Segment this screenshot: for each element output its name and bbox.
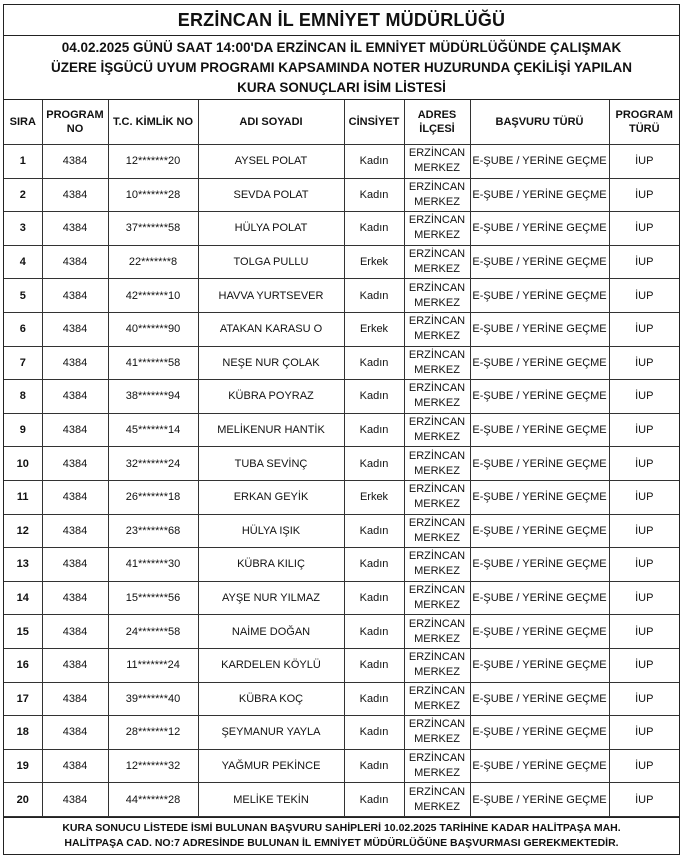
col-header-name: ADI SOYADI bbox=[198, 100, 344, 145]
cell-application: E-ŞUBE / YERİNE GEÇME bbox=[470, 212, 609, 246]
table-row bbox=[4, 548, 679, 582]
cell-application: E-ŞUBE / YERİNE GEÇME bbox=[470, 380, 609, 414]
cell-program-type: İUP bbox=[609, 514, 679, 548]
cell-tc: 12*******20 bbox=[108, 145, 198, 179]
cell-name: ATAKAN KARASU O bbox=[198, 312, 344, 346]
cell-address: ERZİNCAN MERKEZ bbox=[404, 413, 470, 447]
cell-program-no: 4384 bbox=[42, 682, 108, 716]
cell-program-no: 4384 bbox=[42, 245, 108, 279]
cell-sira: 1 bbox=[4, 145, 42, 179]
cell-sira: 7 bbox=[4, 346, 42, 380]
cell-tc: 24*******58 bbox=[108, 615, 198, 649]
footer-line: HALİTPAŞA CAD. NO:7 ADRESİNDE BULUNAN İL EMNİYET MÜDÜRLÜĞÜNE BAŞVURMASI GEREKMEKTEDİR. bbox=[64, 836, 619, 849]
cell-gender: Kadın bbox=[344, 783, 404, 817]
table-row bbox=[4, 615, 679, 649]
cell-application: E-ŞUBE / YERİNE GEÇME bbox=[470, 480, 609, 514]
cell-tc: 40*******90 bbox=[108, 312, 198, 346]
cell-sira: 18 bbox=[4, 716, 42, 750]
cell-program-type: İUP bbox=[609, 447, 679, 481]
cell-address: ERZİNCAN MERKEZ bbox=[404, 145, 470, 179]
cell-name: TOLGA PULLU bbox=[198, 245, 344, 279]
col-header-tc: T.C. KİMLİK NO bbox=[108, 100, 198, 145]
cell-gender: Erkek bbox=[344, 480, 404, 514]
cell-gender: Kadın bbox=[344, 212, 404, 246]
col-header-program-no: PROGRAM NO bbox=[42, 100, 108, 145]
cell-program-no: 4384 bbox=[42, 514, 108, 548]
cell-program-type: İUP bbox=[609, 581, 679, 615]
cell-program-type: İUP bbox=[609, 413, 679, 447]
cell-gender: Kadın bbox=[344, 514, 404, 548]
cell-address: ERZİNCAN MERKEZ bbox=[404, 380, 470, 414]
cell-gender: Kadın bbox=[344, 581, 404, 615]
cell-gender: Kadın bbox=[344, 447, 404, 481]
table-row bbox=[4, 716, 679, 750]
cell-program-no: 4384 bbox=[42, 648, 108, 682]
table-row bbox=[4, 413, 679, 447]
table-header-row bbox=[4, 100, 679, 145]
cell-gender: Kadın bbox=[344, 749, 404, 783]
cell-name: KARDELEN KÖYLÜ bbox=[198, 648, 344, 682]
cell-gender: Kadın bbox=[344, 615, 404, 649]
cell-program-type: İUP bbox=[609, 615, 679, 649]
cell-program-no: 4384 bbox=[42, 581, 108, 615]
cell-sira: 8 bbox=[4, 380, 42, 414]
cell-gender: Kadın bbox=[344, 413, 404, 447]
cell-name: TUBA SEVİNÇ bbox=[198, 447, 344, 481]
cell-gender: Erkek bbox=[344, 245, 404, 279]
cell-sira: 19 bbox=[4, 749, 42, 783]
cell-gender: Erkek bbox=[344, 312, 404, 346]
cell-gender: Kadın bbox=[344, 682, 404, 716]
results-table bbox=[4, 100, 679, 817]
cell-program-type: İUP bbox=[609, 648, 679, 682]
footer-note bbox=[4, 817, 679, 854]
cell-name: HAVVA YURTSEVER bbox=[198, 279, 344, 313]
cell-sira: 17 bbox=[4, 682, 42, 716]
cell-name: KÜBRA KILIÇ bbox=[198, 548, 344, 582]
cell-tc: 32*******24 bbox=[108, 447, 198, 481]
cell-address: ERZİNCAN MERKEZ bbox=[404, 312, 470, 346]
cell-address: ERZİNCAN MERKEZ bbox=[404, 212, 470, 246]
cell-gender: Kadın bbox=[344, 279, 404, 313]
cell-program-type: İUP bbox=[609, 783, 679, 817]
cell-sira: 20 bbox=[4, 783, 42, 817]
cell-name: AYŞE NUR YILMAZ bbox=[198, 581, 344, 615]
cell-sira: 6 bbox=[4, 312, 42, 346]
cell-sira: 16 bbox=[4, 648, 42, 682]
cell-gender: Kadın bbox=[344, 346, 404, 380]
cell-address: ERZİNCAN MERKEZ bbox=[404, 447, 470, 481]
cell-program-no: 4384 bbox=[42, 749, 108, 783]
cell-application: E-ŞUBE / YERİNE GEÇME bbox=[470, 615, 609, 649]
table-row bbox=[4, 749, 679, 783]
cell-gender: Kadın bbox=[344, 716, 404, 750]
cell-gender: Kadın bbox=[344, 145, 404, 179]
table-row bbox=[4, 178, 679, 212]
cell-sira: 15 bbox=[4, 615, 42, 649]
table-row bbox=[4, 581, 679, 615]
cell-program-no: 4384 bbox=[42, 145, 108, 179]
cell-program-no: 4384 bbox=[42, 548, 108, 582]
cell-program-type: İUP bbox=[609, 245, 679, 279]
cell-application: E-ŞUBE / YERİNE GEÇME bbox=[470, 783, 609, 817]
cell-sira: 11 bbox=[4, 480, 42, 514]
cell-name: HÜLYA POLAT bbox=[198, 212, 344, 246]
cell-application: E-ŞUBE / YERİNE GEÇME bbox=[470, 413, 609, 447]
cell-address: ERZİNCAN MERKEZ bbox=[404, 783, 470, 817]
cell-tc: 11*******24 bbox=[108, 648, 198, 682]
cell-gender: Kadın bbox=[344, 178, 404, 212]
cell-program-no: 4384 bbox=[42, 380, 108, 414]
cell-address: ERZİNCAN MERKEZ bbox=[404, 615, 470, 649]
cell-name: KÜBRA POYRAZ bbox=[198, 380, 344, 414]
table-row bbox=[4, 380, 679, 414]
cell-program-no: 4384 bbox=[42, 279, 108, 313]
cell-name: SEVDA POLAT bbox=[198, 178, 344, 212]
cell-application: E-ŞUBE / YERİNE GEÇME bbox=[470, 178, 609, 212]
cell-application: E-ŞUBE / YERİNE GEÇME bbox=[470, 581, 609, 615]
cell-application: E-ŞUBE / YERİNE GEÇME bbox=[470, 648, 609, 682]
cell-program-type: İUP bbox=[609, 380, 679, 414]
cell-application: E-ŞUBE / YERİNE GEÇME bbox=[470, 548, 609, 582]
cell-tc: 28*******12 bbox=[108, 716, 198, 750]
table-row bbox=[4, 145, 679, 179]
cell-name: HÜLYA IŞIK bbox=[198, 514, 344, 548]
cell-program-type: İUP bbox=[609, 145, 679, 179]
cell-sira: 12 bbox=[4, 514, 42, 548]
table-row bbox=[4, 312, 679, 346]
cell-program-no: 4384 bbox=[42, 312, 108, 346]
cell-program-type: İUP bbox=[609, 480, 679, 514]
col-header-program-type: PROGRAM TÜRÜ bbox=[609, 100, 679, 145]
subtitle-line: ÜZERE İŞGÜCÜ UYUM PROGRAMI KAPSAMINDA NOTER HUZURUNDA ÇEKİLİŞİ YAPILAN bbox=[50, 59, 633, 75]
cell-address: ERZİNCAN MERKEZ bbox=[404, 749, 470, 783]
cell-address: ERZİNCAN MERKEZ bbox=[404, 682, 470, 716]
cell-program-no: 4384 bbox=[42, 783, 108, 817]
cell-program-no: 4384 bbox=[42, 346, 108, 380]
cell-address: ERZİNCAN MERKEZ bbox=[404, 245, 470, 279]
cell-program-no: 4384 bbox=[42, 480, 108, 514]
cell-gender: Kadın bbox=[344, 380, 404, 414]
cell-application: E-ŞUBE / YERİNE GEÇME bbox=[470, 312, 609, 346]
table-row bbox=[4, 682, 679, 716]
cell-program-type: İUP bbox=[609, 682, 679, 716]
document-sheet bbox=[3, 4, 680, 855]
cell-program-type: İUP bbox=[609, 548, 679, 582]
cell-application: E-ŞUBE / YERİNE GEÇME bbox=[470, 514, 609, 548]
col-header-address: ADRES İLÇESİ bbox=[404, 100, 470, 145]
subtitle-line: KURA SONUÇLARI İSİM LİSTESİ bbox=[237, 79, 446, 95]
cell-name: NAİME DOĞAN bbox=[198, 615, 344, 649]
cell-sira: 10 bbox=[4, 447, 42, 481]
table-row bbox=[4, 480, 679, 514]
table-row bbox=[4, 648, 679, 682]
table-row bbox=[4, 346, 679, 380]
cell-program-type: İUP bbox=[609, 212, 679, 246]
cell-application: E-ŞUBE / YERİNE GEÇME bbox=[470, 749, 609, 783]
cell-tc: 12*******32 bbox=[108, 749, 198, 783]
table-row bbox=[4, 245, 679, 279]
cell-sira: 9 bbox=[4, 413, 42, 447]
cell-sira: 13 bbox=[4, 548, 42, 582]
table-row bbox=[4, 783, 679, 817]
cell-sira: 2 bbox=[4, 178, 42, 212]
cell-sira: 3 bbox=[4, 212, 42, 246]
cell-tc: 41*******30 bbox=[108, 548, 198, 582]
cell-tc: 26*******18 bbox=[108, 480, 198, 514]
cell-program-no: 4384 bbox=[42, 212, 108, 246]
cell-application: E-ŞUBE / YERİNE GEÇME bbox=[470, 447, 609, 481]
cell-name: AYSEL POLAT bbox=[198, 145, 344, 179]
table-row bbox=[4, 514, 679, 548]
cell-address: ERZİNCAN MERKEZ bbox=[404, 548, 470, 582]
cell-address: ERZİNCAN MERKEZ bbox=[404, 716, 470, 750]
cell-name: MELİKE TEKİN bbox=[198, 783, 344, 817]
cell-tc: 42*******10 bbox=[108, 279, 198, 313]
cell-tc: 38*******94 bbox=[108, 380, 198, 414]
cell-program-type: İUP bbox=[609, 312, 679, 346]
cell-tc: 45*******14 bbox=[108, 413, 198, 447]
col-header-gender: CİNSİYET bbox=[344, 100, 404, 145]
cell-program-type: İUP bbox=[609, 279, 679, 313]
cell-sira: 14 bbox=[4, 581, 42, 615]
cell-address: ERZİNCAN MERKEZ bbox=[404, 514, 470, 548]
cell-program-no: 4384 bbox=[42, 716, 108, 750]
cell-tc: 10*******28 bbox=[108, 178, 198, 212]
cell-tc: 15*******56 bbox=[108, 581, 198, 615]
cell-program-type: İUP bbox=[609, 346, 679, 380]
cell-address: ERZİNCAN MERKEZ bbox=[404, 279, 470, 313]
cell-application: E-ŞUBE / YERİNE GEÇME bbox=[470, 279, 609, 313]
subtitle-line: 04.02.2025 GÜNÜ SAAT 14:00'DA ERZİNCAN İL EMNİYET MÜDÜRLÜĞÜNDE ÇALIŞMAK bbox=[61, 39, 622, 55]
cell-address: ERZİNCAN MERKEZ bbox=[404, 581, 470, 615]
footer-line: KURA SONUCU LİSTEDE İSMİ BULUNAN BAŞVURU SAHİPLERİ 10.02.2025 TARİHİNE KADAR HALİTPAŞA MAH. bbox=[62, 821, 621, 834]
cell-tc: 39*******40 bbox=[108, 682, 198, 716]
table-row bbox=[4, 212, 679, 246]
cell-program-no: 4384 bbox=[42, 447, 108, 481]
cell-sira: 4 bbox=[4, 245, 42, 279]
cell-address: ERZİNCAN MERKEZ bbox=[404, 480, 470, 514]
cell-application: E-ŞUBE / YERİNE GEÇME bbox=[470, 145, 609, 179]
cell-application: E-ŞUBE / YERİNE GEÇME bbox=[470, 346, 609, 380]
cell-gender: Kadın bbox=[344, 648, 404, 682]
cell-name: ERKAN GEYİK bbox=[198, 480, 344, 514]
cell-name: MELİKENUR HANTİK bbox=[198, 413, 344, 447]
cell-program-type: İUP bbox=[609, 716, 679, 750]
cell-tc: 41*******58 bbox=[108, 346, 198, 380]
cell-name: ŞEYMANUR YAYLA bbox=[198, 716, 344, 750]
cell-program-no: 4384 bbox=[42, 413, 108, 447]
cell-tc: 37*******58 bbox=[108, 212, 198, 246]
cell-application: E-ŞUBE / YERİNE GEÇME bbox=[470, 245, 609, 279]
cell-tc: 23*******68 bbox=[108, 514, 198, 548]
cell-address: ERZİNCAN MERKEZ bbox=[404, 346, 470, 380]
cell-program-no: 4384 bbox=[42, 615, 108, 649]
col-header-application: BAŞVURU TÜRÜ bbox=[470, 100, 609, 145]
cell-name: YAĞMUR PEKİNCE bbox=[198, 749, 344, 783]
cell-program-type: İUP bbox=[609, 749, 679, 783]
table-row bbox=[4, 447, 679, 481]
cell-sira: 5 bbox=[4, 279, 42, 313]
document-title: ERZİNCAN İL EMNİYET MÜDÜRLÜĞÜ bbox=[4, 5, 679, 36]
document-subtitle bbox=[4, 36, 679, 100]
cell-name: NEŞE NUR ÇOLAK bbox=[198, 346, 344, 380]
cell-gender: Kadın bbox=[344, 548, 404, 582]
table-row bbox=[4, 279, 679, 313]
cell-address: ERZİNCAN MERKEZ bbox=[404, 648, 470, 682]
cell-program-type: İUP bbox=[609, 178, 679, 212]
col-header-sira: SIRA bbox=[4, 100, 42, 145]
cell-tc: 22*******8 bbox=[108, 245, 198, 279]
cell-application: E-ŞUBE / YERİNE GEÇME bbox=[470, 716, 609, 750]
cell-name: KÜBRA KOÇ bbox=[198, 682, 344, 716]
cell-tc: 44*******28 bbox=[108, 783, 198, 817]
cell-application: E-ŞUBE / YERİNE GEÇME bbox=[470, 682, 609, 716]
cell-address: ERZİNCAN MERKEZ bbox=[404, 178, 470, 212]
cell-program-no: 4384 bbox=[42, 178, 108, 212]
